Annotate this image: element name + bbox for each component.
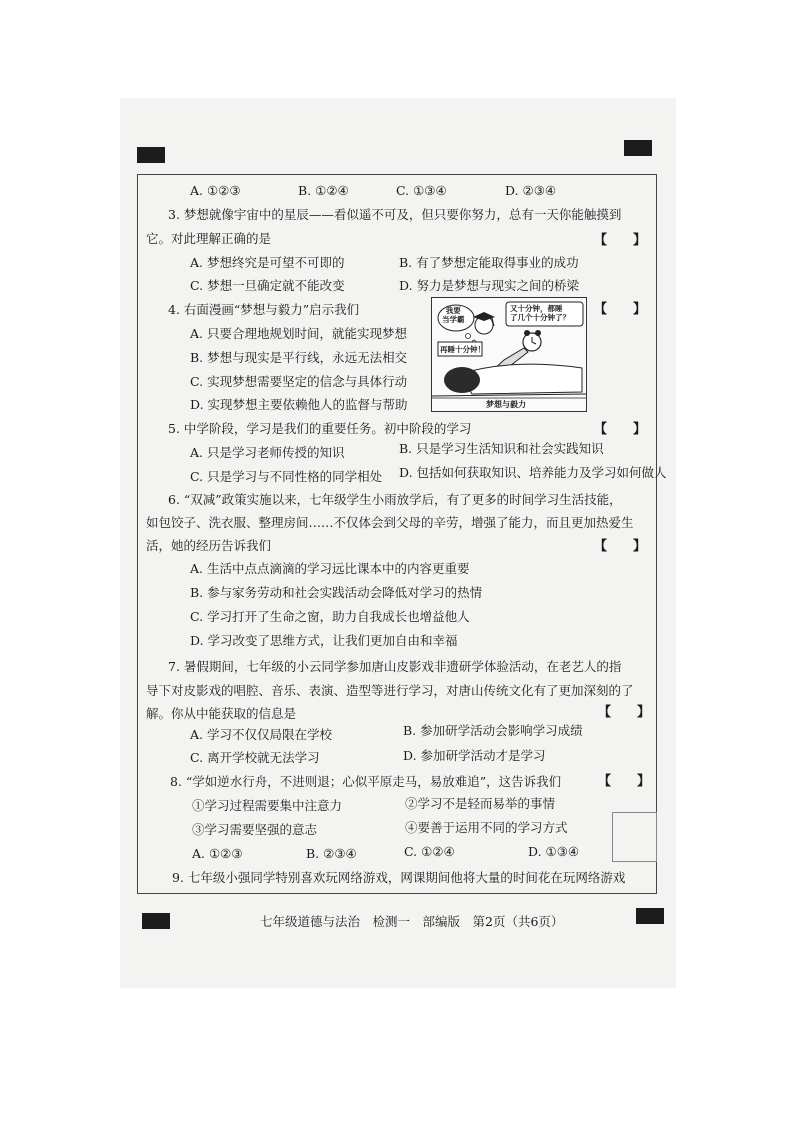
dream-bubble-line-2: 当学霸 xyxy=(442,315,465,324)
alarm-bubble-text xyxy=(510,304,570,322)
q7-option-c: C. 离开学校就无法学习 xyxy=(190,750,320,765)
dream-bubble-line-1: 我要 xyxy=(445,306,461,315)
q8-statement-2: ②学习不是轻而易举的事情 xyxy=(405,796,556,811)
registration-mark-bottom-left xyxy=(142,913,170,929)
alarm-bubble-line-2: 了几个十分钟了？ xyxy=(510,313,570,322)
q3-option-c: C. 梦想一旦确定就不能改变 xyxy=(190,278,345,293)
q3-option-b: B. 有了梦想定能取得事业的成功 xyxy=(399,255,579,270)
q7-stem: 7. 暑假期间，七年级的小云同学参加唐山皮影戏非遗研学体验活动，在老艺人的指 xyxy=(168,659,622,674)
q4-option-a: A. 只要合理地规划时间，就能实现梦想 xyxy=(190,326,407,341)
q4-stem: 4. 右面漫画“梦想与毅力”启示我们 xyxy=(168,302,360,317)
q8-option-d: D. ①③④ xyxy=(528,844,580,859)
q8-statement-3: ③学习需要坚强的意志 xyxy=(192,822,318,837)
q7-stem-cont-1: 导下对皮影戏的唱腔、音乐、表演、造型等进行学习，对唐山传统文化有了更加深刻的了 xyxy=(146,683,634,698)
q8-stem: 8. “学如逆水行舟，不进则退；心似平原走马，易放难追”，这告诉我们 xyxy=(170,774,562,789)
q6-answer-bracket[interactable]: 【 】 xyxy=(594,539,647,554)
q6-option-c: C. 学习打开了生命之窗，助力自我成长也增益他人 xyxy=(190,609,470,624)
q6-option-b: B. 参与家务劳动和社会实践活动会降低对学习的热情 xyxy=(190,585,483,600)
q4-option-d: D. 实现梦想主要依赖他人的监督与帮助 xyxy=(190,397,408,412)
q6-stem-cont-2: 活，她的经历告诉我们 xyxy=(146,538,272,553)
page-footer: 七年级道德与法治 检测一 部编版 第2页（共6页） xyxy=(260,914,564,929)
q6-stem-cont-1: 如包饺子、洗衣服、整理房间……不仅体会到父母的辛劳，增强了能力，而且更加热爱生 xyxy=(146,515,634,530)
q8-option-a: A. ①②③ xyxy=(192,846,243,861)
q8-statement-4: ④要善于运用不同的学习方式 xyxy=(405,820,568,835)
q7-answer-bracket[interactable]: 【 】 xyxy=(598,705,651,720)
q8-answer-bracket[interactable]: 【 】 xyxy=(598,774,651,789)
sleep-bubble-text: 再睡十分钟！ xyxy=(440,345,485,354)
q4-option-c: C. 实现梦想需要坚定的信念与具体行动 xyxy=(190,374,408,389)
q3-option-a: A. 梦想终究是可望不可即的 xyxy=(190,255,345,270)
q3-stem: 3. 梦想就像宇宙中的星辰——看似遥不可及，但只要你努力，总有一天你能触摸到 xyxy=(168,207,622,222)
q2-option-c: C. ①③④ xyxy=(396,183,447,198)
q7-stem-cont-2: 解。你从中能获取的信息是 xyxy=(146,706,297,721)
q7-option-a: A. 学习不仅仅局限在学校 xyxy=(190,727,332,742)
q8-option-b: B. ②③④ xyxy=(306,846,357,861)
q6-stem: 6. “双减”政策实施以来，七年级学生小雨放学后，有了更多的时间学习生活技能， xyxy=(168,492,622,507)
q5-option-c: C. 只是学习与不同性格的同学相处 xyxy=(190,469,383,484)
q4-option-b: B. 梦想与现实是平行线，永远无法相交 xyxy=(190,350,408,365)
q5-option-a: A. 只是学习老师传授的知识 xyxy=(190,445,345,460)
score-box xyxy=(612,812,657,862)
alarm-bubble-line-1: 又十分钟，都睡 xyxy=(510,304,563,313)
q2-option-d: D. ②③④ xyxy=(505,183,557,198)
q9-stem: 9. 七年级小强同学特别喜欢玩网络游戏，网课期间他将大量的时间花在玩网络游戏 xyxy=(172,870,626,885)
q5-answer-bracket[interactable]: 【 】 xyxy=(594,422,647,437)
q5-option-d: D. 包括如何获取知识、培养能力及学习如何做人 xyxy=(399,465,667,480)
q6-option-d: D. 学习改变了思维方式，让我们更加自由和幸福 xyxy=(190,633,458,648)
q2-option-b: B. ①②④ xyxy=(298,183,349,198)
q7-option-b: B. 参加研学活动会影响学习成绩 xyxy=(403,723,583,738)
q2-option-a: A. ①②③ xyxy=(190,183,241,198)
q5-stem: 5. 中学阶段，学习是我们的重要任务。初中阶段的学习 xyxy=(168,421,472,436)
q5-option-b: B. 只是学习生活知识和社会实践知识 xyxy=(399,441,604,456)
q8-option-c: C. ①②④ xyxy=(404,844,455,859)
registration-mark-top-left xyxy=(137,147,165,163)
registration-mark-bottom-right xyxy=(636,908,664,924)
dream-bubble-text xyxy=(442,306,465,324)
q3-answer-bracket[interactable]: 【 】 xyxy=(594,233,647,248)
registration-mark-top-right xyxy=(624,140,652,156)
q3-option-d: D. 努力是梦想与现实之间的桥梁 xyxy=(399,278,580,293)
q3-stem-cont: 它。对此理解正确的是 xyxy=(146,231,272,246)
cartoon-caption: 梦想与毅力 xyxy=(486,399,526,409)
q6-option-a: A. 生活中点点滴滴的学习远比课本中的内容更重要 xyxy=(190,561,470,576)
q8-statement-1: ①学习过程需要集中注意力 xyxy=(192,798,343,813)
q4-answer-bracket[interactable]: 【 】 xyxy=(594,302,647,317)
q7-option-d: D. 参加研学活动才是学习 xyxy=(403,748,546,763)
dream-and-perseverance-cartoon xyxy=(431,297,587,412)
